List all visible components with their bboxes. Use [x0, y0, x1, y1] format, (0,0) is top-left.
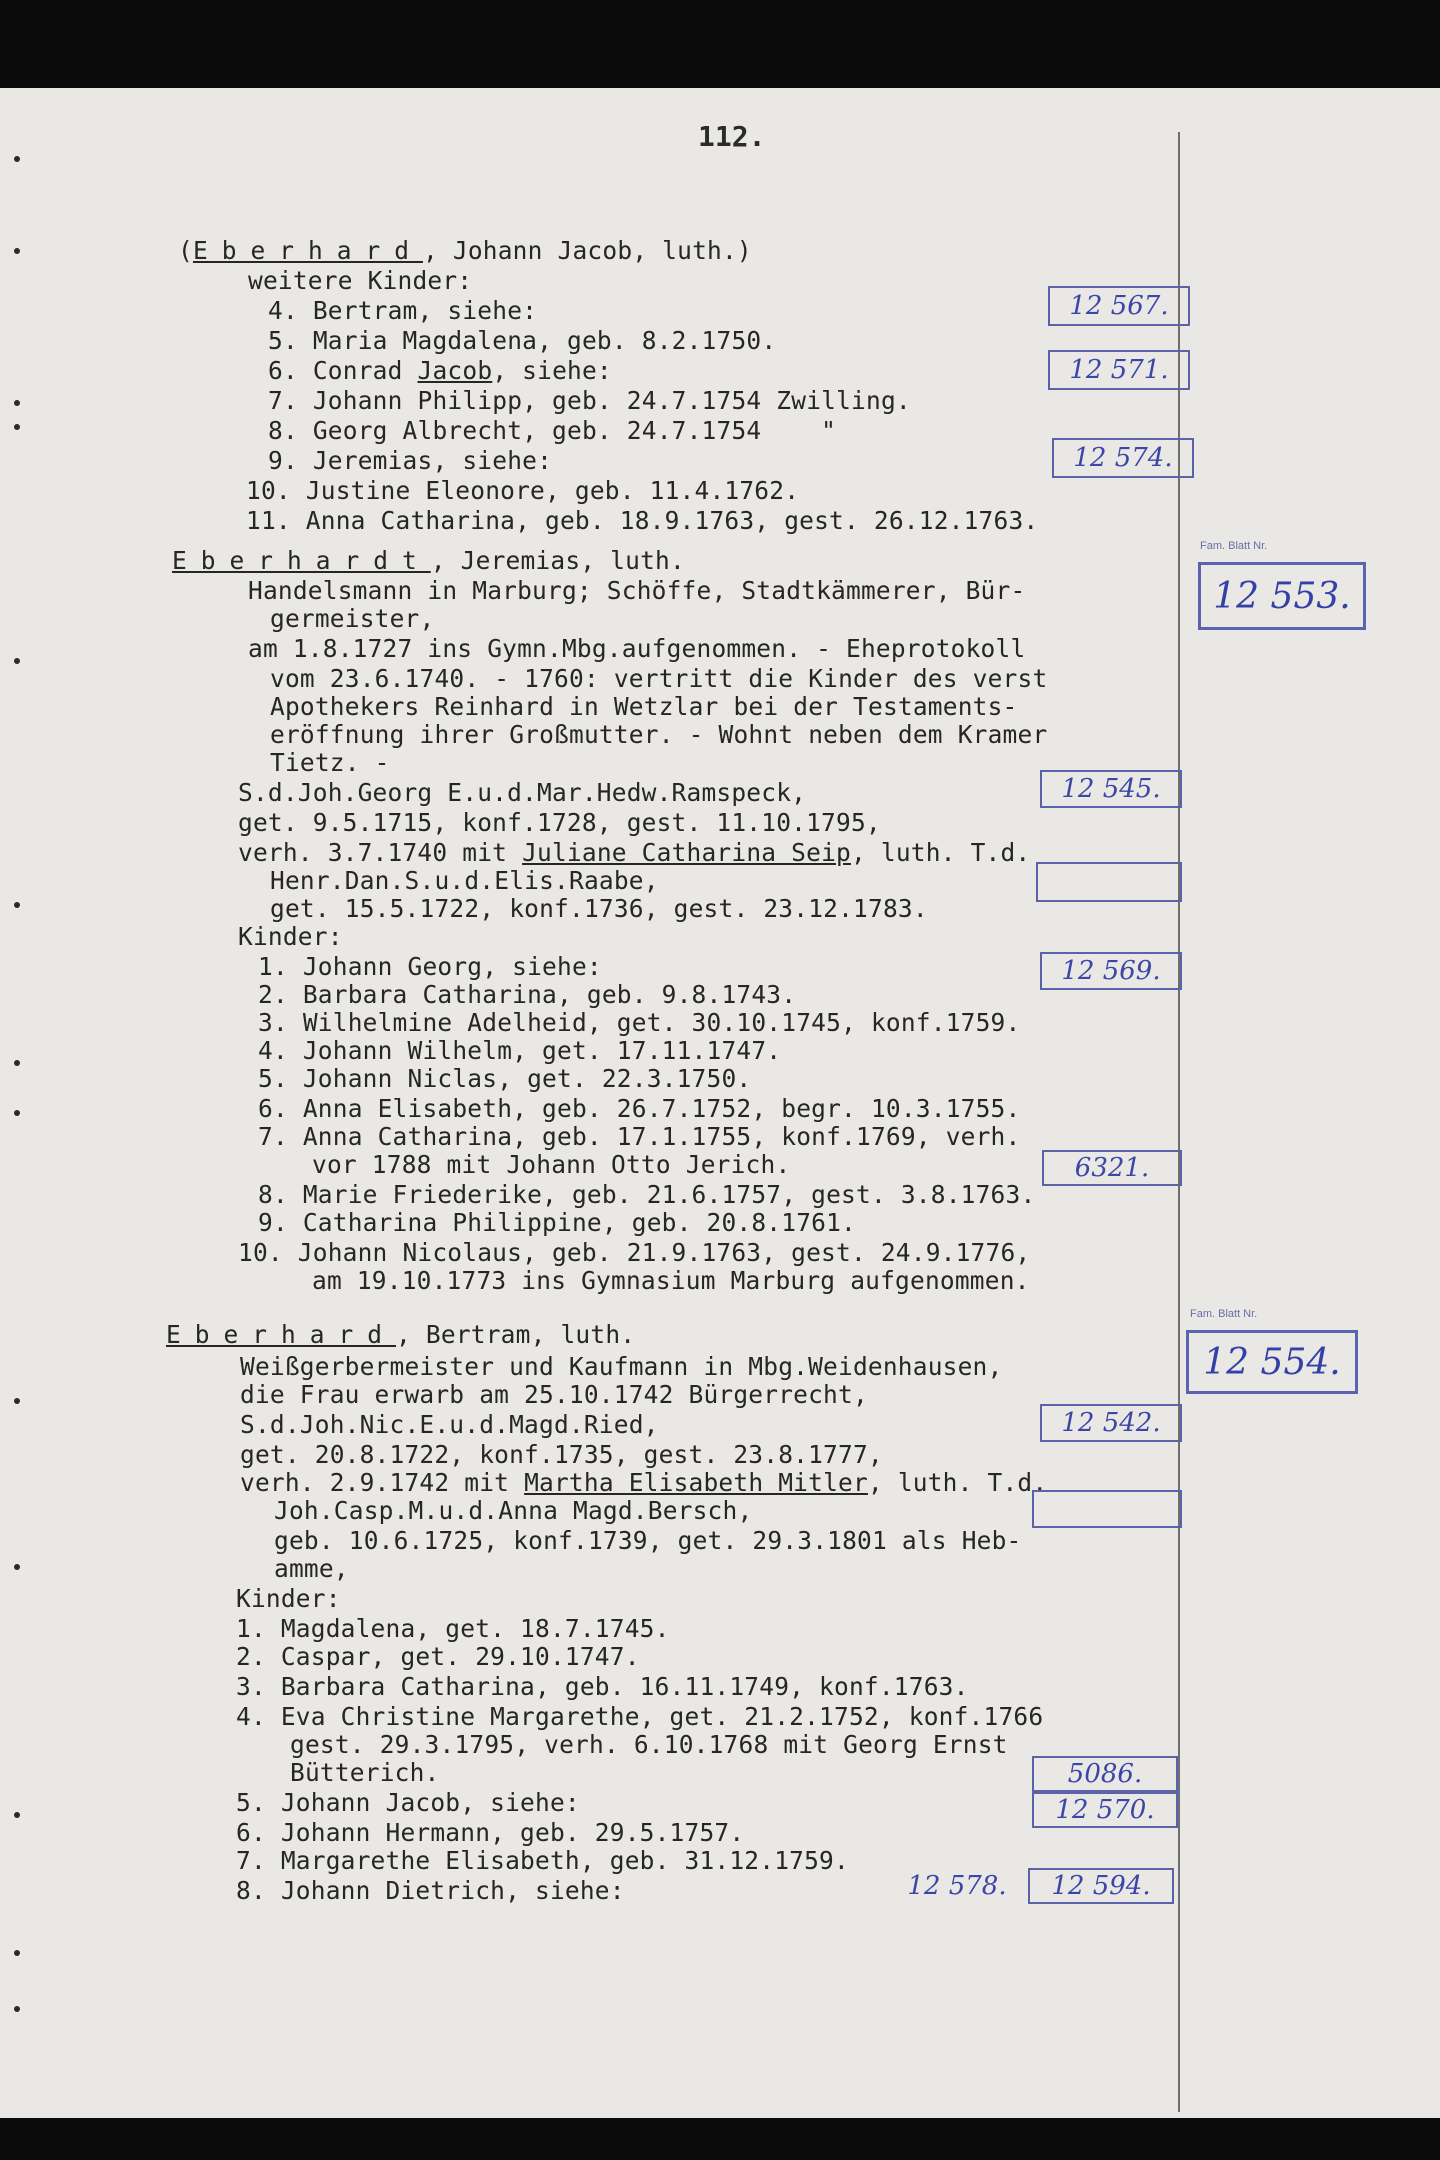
family-sheet-label: Fam. Blatt Nr. — [1190, 1308, 1258, 1320]
child-line: am 19.10.1773 ins Gymnasium Marburg aufgenommen. — [312, 1266, 1030, 1295]
child-line: 6. Anna Elisabeth, geb. 26.7.1752, begr. 10.3.1755. — [258, 1094, 1021, 1123]
family-sheet-label: Fam. Blatt Nr. — [1200, 540, 1268, 552]
text-line: verh. 3.7.1740 mit Juliane Catharina Seip, luth. T.d. — [238, 838, 1031, 867]
punch-hole — [14, 248, 20, 254]
entry-heading: (Eberhard, Johann Jacob, luth.) — [178, 236, 752, 265]
child-line: gest. 29.3.1795, verh. 6.10.1768 mit Georg Ernst — [290, 1730, 1008, 1759]
reference-box: 12 594. — [1028, 1868, 1174, 1904]
text-line: die Frau erwarb am 25.10.1742 Bürgerrecht, — [240, 1380, 868, 1409]
child-line: 6. Johann Hermann, geb. 29.5.1757. — [236, 1818, 745, 1847]
child-line: 10. Justine Eleonore, geb. 11.4.1762. — [246, 476, 800, 505]
child-line: 8. Georg Albrecht, geb. 24.7.1754 " — [268, 416, 837, 445]
punch-hole — [14, 1398, 20, 1404]
punch-hole — [14, 1564, 20, 1570]
text-line: verh. 2.9.1742 mit Martha Elisabeth Mitler, luth. T.d. — [240, 1468, 1048, 1497]
text-line: amme, — [274, 1554, 349, 1583]
text-line: Handelsmann in Marburg; Schöffe, Stadtkämmerer, Bür- — [248, 576, 1026, 605]
surname: Eberhard — [166, 1320, 397, 1349]
page-number: 112. — [698, 120, 766, 153]
text-line: get. 20.8.1722, konf.1735, gest. 23.8.1777, — [240, 1440, 883, 1469]
text-line: weitere Kinder: — [248, 266, 473, 295]
text-line: get. 15.5.1722, konf.1736, gest. 23.12.1783. — [270, 894, 928, 923]
child-line: vor 1788 mit Johann Otto Jerich. — [312, 1150, 791, 1179]
reference-box: 12 542. — [1040, 1404, 1182, 1442]
text-line: Tietz. - — [270, 748, 390, 777]
surname: Eberhard — [192, 236, 423, 265]
text-line: geb. 10.6.1725, konf.1739, get. 29.3.1801 als Heb- — [274, 1526, 1022, 1555]
reference-box: 12 569. — [1040, 952, 1182, 990]
child-line: 7. Margarethe Elisabeth, geb. 31.12.1759. — [236, 1846, 849, 1875]
text-line: germeister, — [270, 604, 435, 633]
text-line: get. 9.5.1715, konf.1728, gest. 11.10.1795, — [238, 808, 881, 837]
text-line: Apothekers Reinhard in Wetzlar bei der Testaments- — [270, 692, 1018, 721]
child-line: 2. Barbara Catharina, geb. 9.8.1743. — [258, 980, 797, 1009]
child-line: 1. Johann Georg, siehe: — [258, 952, 602, 981]
reference-box: 12 570. — [1032, 1792, 1178, 1828]
reference-note: 12 578. — [907, 1871, 1007, 1901]
child-line: 10. Johann Nicolaus, geb. 21.9.1763, gest. 24.9.1776, — [238, 1238, 1031, 1267]
family-sheet-number-box: 12 554. — [1186, 1330, 1358, 1394]
punch-hole — [14, 424, 20, 430]
surname: Eberhardt — [172, 546, 431, 575]
punch-hole — [14, 2006, 20, 2012]
punch-hole — [14, 658, 20, 664]
punch-hole — [14, 156, 20, 162]
entry-heading: Eberhardt, Jeremias, luth. — [172, 546, 685, 575]
child-line: 4. Bertram, siehe: — [268, 296, 538, 325]
reference-box: 5086. — [1032, 1756, 1178, 1792]
text-line: vom 23.6.1740. - 1760: vertritt die Kinder des verst — [270, 664, 1048, 693]
child-line: 5. Johann Niclas, get. 22.3.1750. — [258, 1064, 752, 1093]
child-line: 6. Conrad Jacob, siehe: — [268, 356, 612, 385]
child-line: Bütterich. — [290, 1758, 440, 1787]
child-line: 8. Marie Friederike, geb. 21.6.1757, gest. 3.8.1763. — [258, 1180, 1036, 1209]
punch-hole — [14, 400, 20, 406]
text-line: am 1.8.1727 ins Gymn.Mbg.aufgenommen. - Eheprotokoll — [248, 634, 1026, 663]
reference-box: 12 574. — [1052, 438, 1194, 478]
punch-hole — [14, 1812, 20, 1818]
reference-box: 6321. — [1042, 1150, 1182, 1186]
reference-box: 12 545. — [1040, 770, 1182, 808]
child-line: 9. Catharina Philippine, geb. 20.8.1761. — [258, 1208, 857, 1237]
reference-box: 12 571. — [1048, 350, 1190, 390]
child-line: 7. Johann Philipp, geb. 24.7.1754 Zwilling. — [268, 386, 911, 415]
punch-hole — [14, 1060, 20, 1066]
text-line: Kinder: — [238, 922, 343, 951]
text-line: S.d.Joh.Georg E.u.d.Mar.Hedw.Ramspeck, — [238, 778, 807, 807]
empty-reference-box — [1036, 862, 1182, 902]
child-line: 8. Johann Dietrich, siehe: — [236, 1876, 625, 1905]
child-line: 4. Johann Wilhelm, get. 17.11.1747. — [258, 1036, 782, 1065]
margin-rule — [1178, 132, 1180, 2112]
family-sheet-number-box: 12 553. — [1198, 562, 1366, 630]
child-line: 5. Johann Jacob, siehe: — [236, 1788, 580, 1817]
child-line: 3. Barbara Catharina, geb. 16.11.1749, konf.1763. — [236, 1672, 969, 1701]
text-line: Weißgerbermeister und Kaufmann in Mbg.Weidenhausen, — [240, 1352, 1003, 1381]
empty-reference-box — [1032, 1490, 1182, 1528]
punch-hole — [14, 1950, 20, 1956]
child-line: 1. Magdalena, get. 18.7.1745. — [236, 1614, 670, 1643]
child-line: 11. Anna Catharina, geb. 18.9.1763, gest. 26.12.1763. — [246, 506, 1039, 535]
text-line: Henr.Dan.S.u.d.Elis.Raabe, — [270, 866, 659, 895]
punch-hole — [14, 902, 20, 908]
text-line: Kinder: — [236, 1584, 341, 1613]
child-line: 3. Wilhelmine Adelheid, get. 30.10.1745, konf.1759. — [258, 1008, 1021, 1037]
reference-box: 12 567. — [1048, 286, 1190, 326]
child-line: 7. Anna Catharina, geb. 17.1.1755, konf.1769, verh. — [258, 1122, 1021, 1151]
punch-hole — [14, 1110, 20, 1116]
child-line: 4. Eva Christine Margarethe, get. 21.2.1752, konf.1766 — [236, 1702, 1044, 1731]
child-line: 5. Maria Magdalena, geb. 8.2.1750. — [268, 326, 777, 355]
child-line: 2. Caspar, get. 29.10.1747. — [236, 1642, 640, 1671]
child-line: 9. Jeremias, siehe: — [268, 446, 553, 475]
text-line: eröffnung ihrer Großmutter. - Wohnt neben dem Kramer — [270, 720, 1048, 749]
entry-heading: Eberhard, Bertram, luth. — [166, 1320, 636, 1349]
text-line: Joh.Casp.M.u.d.Anna Magd.Bersch, — [274, 1496, 753, 1525]
text-line: S.d.Joh.Nic.E.u.d.Magd.Ried, — [240, 1410, 659, 1439]
